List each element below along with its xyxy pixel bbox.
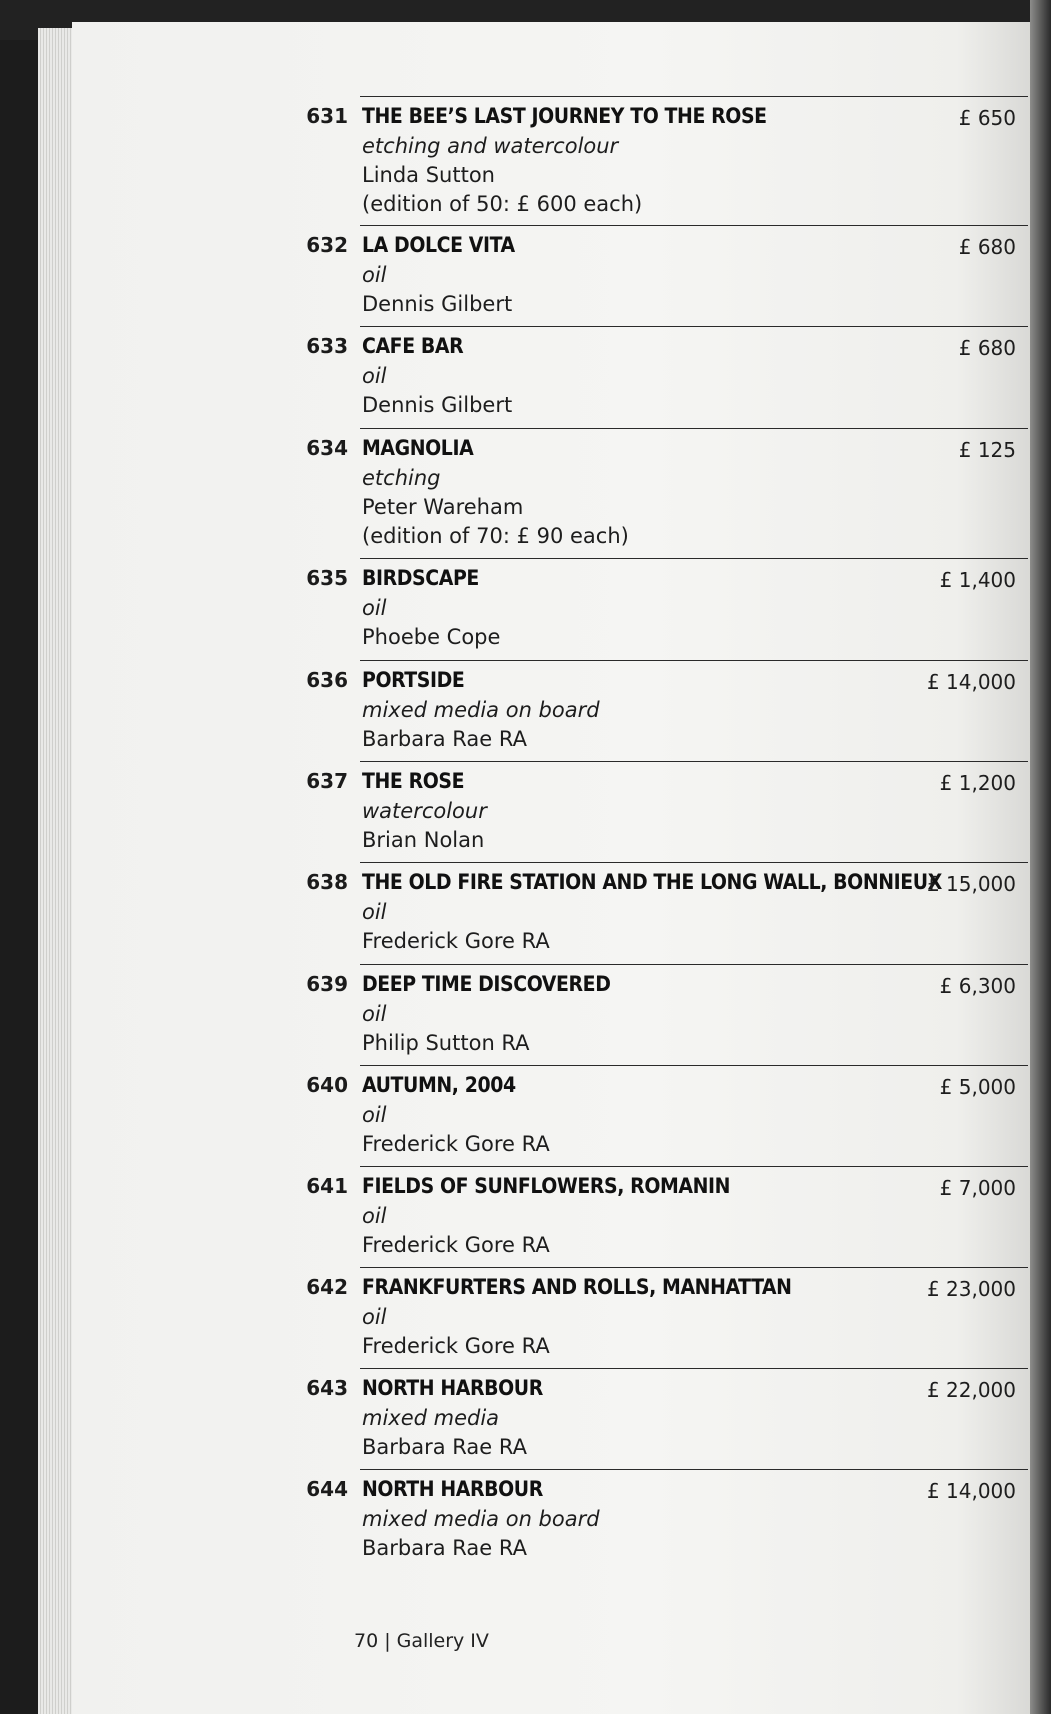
entry-artist: Barbara Rae RA bbox=[362, 1536, 527, 1560]
entry-artist: Brian Nolan bbox=[362, 828, 485, 852]
entry-price: £ 22,000 bbox=[926, 1378, 1016, 1402]
entry-medium: mixed media bbox=[362, 1406, 500, 1430]
entry-rule bbox=[360, 96, 1028, 97]
entry-artist: Dennis Gilbert bbox=[362, 393, 513, 417]
entry-medium: oil bbox=[362, 1305, 387, 1329]
entry-medium: oil bbox=[362, 263, 387, 287]
entry-title: FRANKFURTERS AND ROLLS, MANHATTAN bbox=[362, 1275, 792, 1299]
entry-price: £ 15,000 bbox=[926, 872, 1016, 896]
entry-title: AUTUMN, 2004 bbox=[362, 1073, 516, 1097]
entry-price: £ 7,000 bbox=[939, 1176, 1016, 1200]
entry-number: 641 bbox=[306, 1174, 348, 1198]
entry-price: £ 125 bbox=[958, 438, 1016, 462]
entry-medium: oil bbox=[362, 1204, 387, 1228]
entry-rule bbox=[360, 862, 1028, 863]
entry-number: 632 bbox=[306, 233, 348, 257]
entry-rule bbox=[360, 225, 1028, 226]
entry-medium: etching bbox=[362, 466, 441, 490]
entry-rule bbox=[360, 558, 1028, 559]
entry-artist: Barbara Rae RA bbox=[362, 1435, 527, 1459]
entry-rule bbox=[360, 660, 1028, 661]
entry-number: 635 bbox=[306, 566, 348, 590]
entry-artist: Barbara Rae RA bbox=[362, 727, 527, 751]
entry-artist: Frederick Gore RA bbox=[362, 929, 550, 953]
entry-artist: Frederick Gore RA bbox=[362, 1132, 550, 1156]
entry-medium: oil bbox=[362, 596, 387, 620]
entry-edition-note: (edition of 70: £ 90 each) bbox=[362, 524, 629, 548]
binding-shadow bbox=[1030, 0, 1051, 1714]
entry-price: £ 1,200 bbox=[939, 771, 1016, 795]
page-number: 70 bbox=[354, 1630, 379, 1652]
entry-price: £ 6,300 bbox=[939, 974, 1016, 998]
entry-price: £ 23,000 bbox=[926, 1277, 1016, 1301]
entry-title: BIRDSCAPE bbox=[362, 566, 479, 590]
footer-separator: | bbox=[384, 1630, 391, 1652]
entry-artist: Linda Sutton bbox=[362, 163, 495, 187]
entry-medium: etching and watercolour bbox=[362, 134, 619, 158]
entry-title: MAGNOLIA bbox=[362, 436, 474, 460]
entry-number: 638 bbox=[306, 870, 348, 894]
entry-rule bbox=[360, 1368, 1028, 1369]
entry-price: £ 680 bbox=[958, 235, 1016, 259]
page-footer bbox=[354, 1630, 489, 1652]
entry-title: CAFE BAR bbox=[362, 334, 464, 358]
entry-price: £ 650 bbox=[958, 106, 1016, 130]
entry-medium: watercolour bbox=[362, 799, 487, 823]
entry-price: £ 1,400 bbox=[939, 568, 1016, 592]
entry-number: 642 bbox=[306, 1275, 348, 1299]
entry-title: THE BEE’S LAST JOURNEY TO THE ROSE bbox=[362, 104, 767, 128]
entry-artist: Frederick Gore RA bbox=[362, 1334, 550, 1358]
entry-title: FIELDS OF SUNFLOWERS, ROMANIN bbox=[362, 1174, 731, 1198]
entry-number: 637 bbox=[306, 769, 348, 793]
entry-edition-note: (edition of 50: £ 600 each) bbox=[362, 192, 643, 216]
entry-medium: oil bbox=[362, 900, 387, 924]
entry-medium: oil bbox=[362, 1103, 387, 1127]
entry-rule bbox=[360, 428, 1028, 429]
entry-number: 643 bbox=[306, 1376, 348, 1400]
catalogue-page bbox=[72, 22, 1034, 1714]
entry-title: PORTSIDE bbox=[362, 668, 465, 692]
entry-number: 633 bbox=[306, 334, 348, 358]
entry-price: £ 680 bbox=[958, 336, 1016, 360]
entry-rule bbox=[360, 964, 1028, 965]
entry-artist: Phoebe Cope bbox=[362, 625, 501, 649]
entry-artist: Frederick Gore RA bbox=[362, 1233, 550, 1257]
entry-title: NORTH HARBOUR bbox=[362, 1477, 543, 1501]
entry-rule bbox=[360, 761, 1028, 762]
entry-title: THE OLD FIRE STATION AND THE LONG WALL, BONNIEUX bbox=[362, 870, 942, 894]
entry-number: 644 bbox=[306, 1477, 348, 1501]
entry-artist: Peter Wareham bbox=[362, 495, 524, 519]
entry-rule bbox=[360, 1469, 1028, 1470]
entry-medium: oil bbox=[362, 1002, 387, 1026]
entry-price: £ 14,000 bbox=[926, 670, 1016, 694]
entry-price: £ 14,000 bbox=[926, 1479, 1016, 1503]
entry-price: £ 5,000 bbox=[939, 1075, 1016, 1099]
entry-title: THE ROSE bbox=[362, 769, 465, 793]
entry-medium: mixed media on board bbox=[362, 1507, 600, 1531]
entry-title: LA DOLCE VITA bbox=[362, 233, 515, 257]
entry-rule bbox=[360, 1267, 1028, 1268]
entry-number: 636 bbox=[306, 668, 348, 692]
entry-title: NORTH HARBOUR bbox=[362, 1376, 543, 1400]
entry-medium: oil bbox=[362, 364, 387, 388]
entry-number: 631 bbox=[306, 104, 348, 128]
entry-number: 639 bbox=[306, 972, 348, 996]
entry-rule bbox=[360, 1166, 1028, 1167]
entry-rule bbox=[360, 326, 1028, 327]
entry-artist: Philip Sutton RA bbox=[362, 1031, 530, 1055]
entry-medium: mixed media on board bbox=[362, 698, 600, 722]
section-name: Gallery IV bbox=[396, 1630, 489, 1652]
entry-number: 634 bbox=[306, 436, 348, 460]
entry-artist: Dennis Gilbert bbox=[362, 292, 513, 316]
entry-number: 640 bbox=[306, 1073, 348, 1097]
entry-title: DEEP TIME DISCOVERED bbox=[362, 972, 611, 996]
entry-rule bbox=[360, 1065, 1028, 1066]
